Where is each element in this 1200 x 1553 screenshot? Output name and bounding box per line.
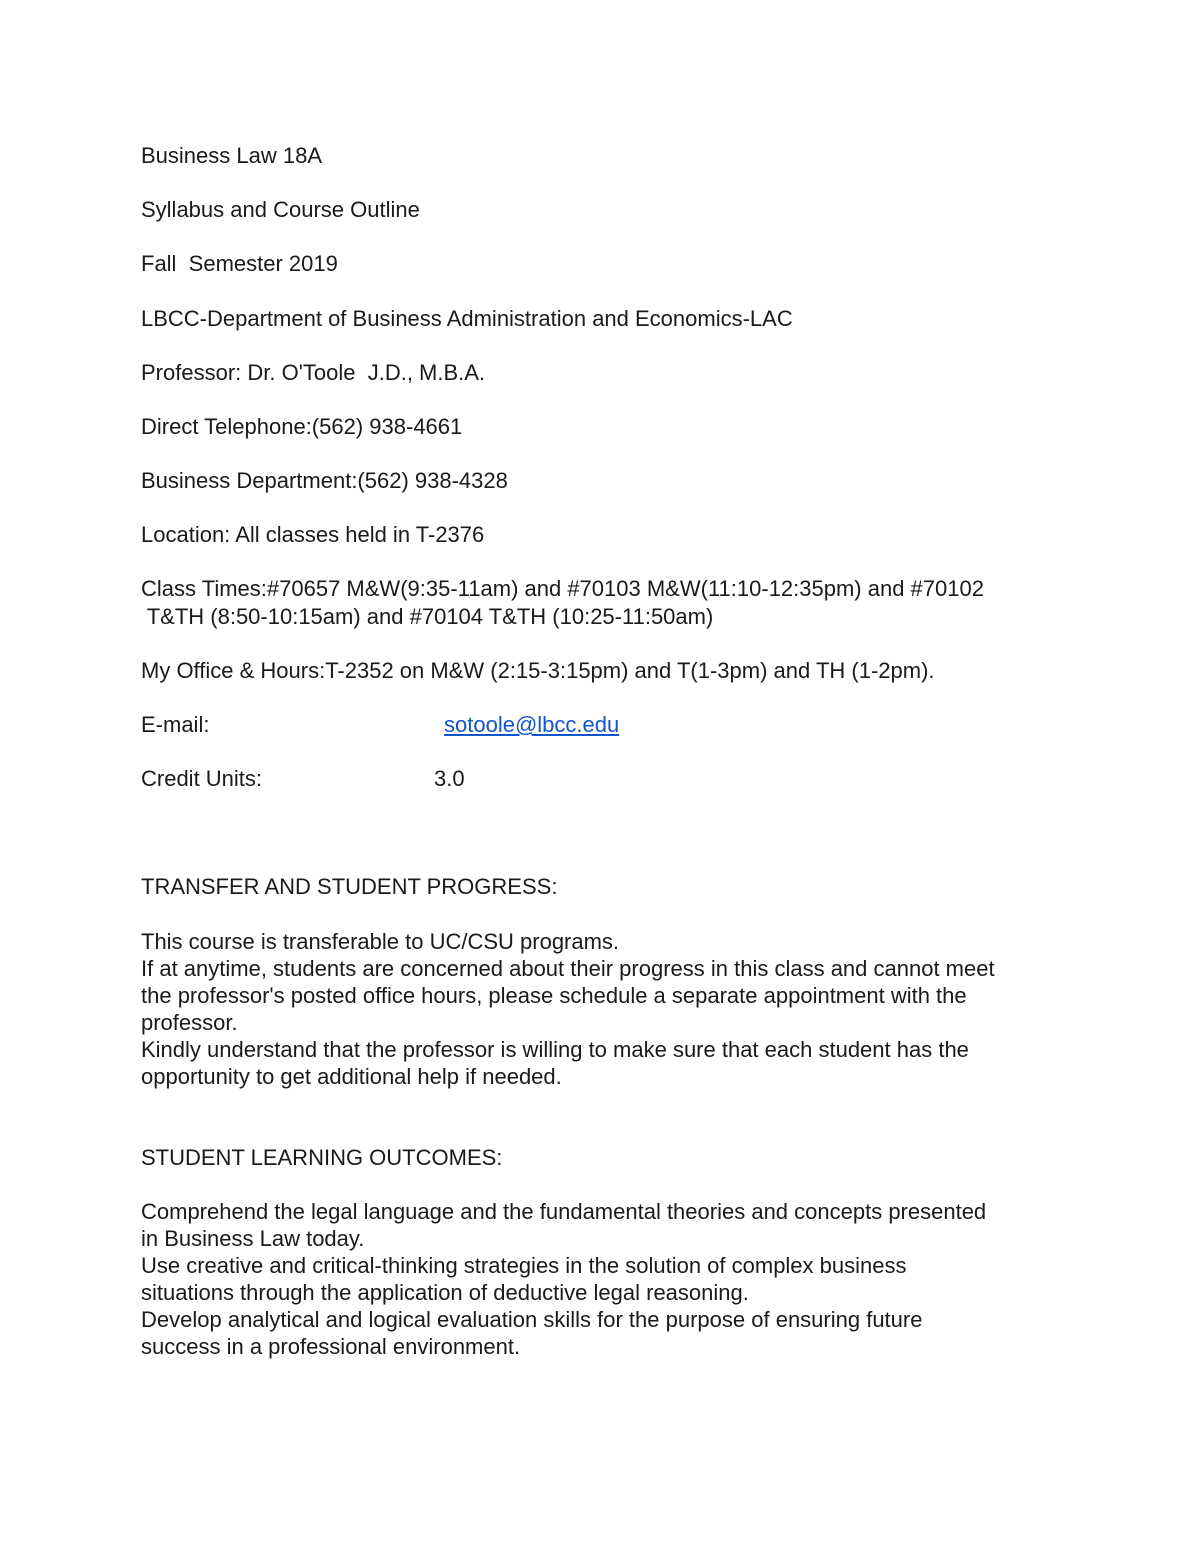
transfer-line: professor.	[141, 1010, 238, 1035]
outcome-line: Comprehend the legal language and the fundamental theories and concepts presented	[141, 1199, 987, 1224]
business-department-phone: Business Department:(562) 938-4328	[141, 468, 508, 493]
class-times-line-1: Class Times:#70657 M&W(9:35-11am) and #70103 M&W(11:10-12:35pm) and #70102	[141, 576, 984, 601]
transfer-line: This course is transferable to UC/CSU programs.	[141, 929, 620, 954]
location: Location: All classes held in T-2376	[141, 522, 485, 547]
professor: Professor: Dr. O'Toole J.D., M.B.A.	[141, 360, 486, 385]
transfer-line: If at anytime, students are concerned about their progress in this class and cannot meet	[141, 956, 995, 981]
direct-telephone: Direct Telephone:(562) 938-4661	[141, 414, 463, 439]
department: LBCC-Department of Business Administration and Economics-LAC	[141, 306, 793, 331]
outcome-line: Develop analytical and logical evaluation skills for the purpose of ensuring future	[141, 1307, 923, 1332]
transfer-line: the professor's posted office hours, please schedule a separate appointment with the	[141, 983, 967, 1008]
credit-units-label: Credit Units:	[141, 766, 263, 791]
semester: Fall Semester 2019	[141, 251, 338, 276]
office-hours: My Office & Hours:T-2352 on M&W (2:15-3:15pm) and T(1-3pm) and TH (1-2pm).	[141, 658, 935, 683]
outcome-line: Use creative and critical-thinking strategies in the solution of complex business	[141, 1253, 907, 1278]
course-title: Business Law 18A	[141, 143, 322, 168]
email-label: E-mail:	[141, 712, 210, 737]
transfer-line: opportunity to get additional help if needed.	[141, 1064, 562, 1089]
class-times-line-2: T&TH (8:50-10:15am) and #70104 T&TH (10:25-11:50am)	[141, 604, 714, 629]
outcome-line: success in a professional environment.	[141, 1334, 521, 1359]
credit-units-value: 3.0	[434, 766, 465, 791]
transfer-paragraph	[141, 928, 1071, 1090]
outcome-line: in Business Law today.	[141, 1226, 365, 1251]
email-link[interactable]: sotoole@lbcc.edu	[444, 712, 620, 737]
outcomes-heading: STUDENT LEARNING OUTCOMES:	[141, 1145, 503, 1170]
syllabus-subtitle: Syllabus and Course Outline	[141, 197, 420, 222]
outcome-line: situations through the application of deductive legal reasoning.	[141, 1280, 749, 1305]
transfer-line: Kindly understand that the professor is willing to make sure that each student has the	[141, 1037, 969, 1062]
transfer-heading: TRANSFER AND STUDENT PROGRESS:	[141, 874, 558, 899]
outcomes-paragraph	[141, 1198, 1071, 1360]
